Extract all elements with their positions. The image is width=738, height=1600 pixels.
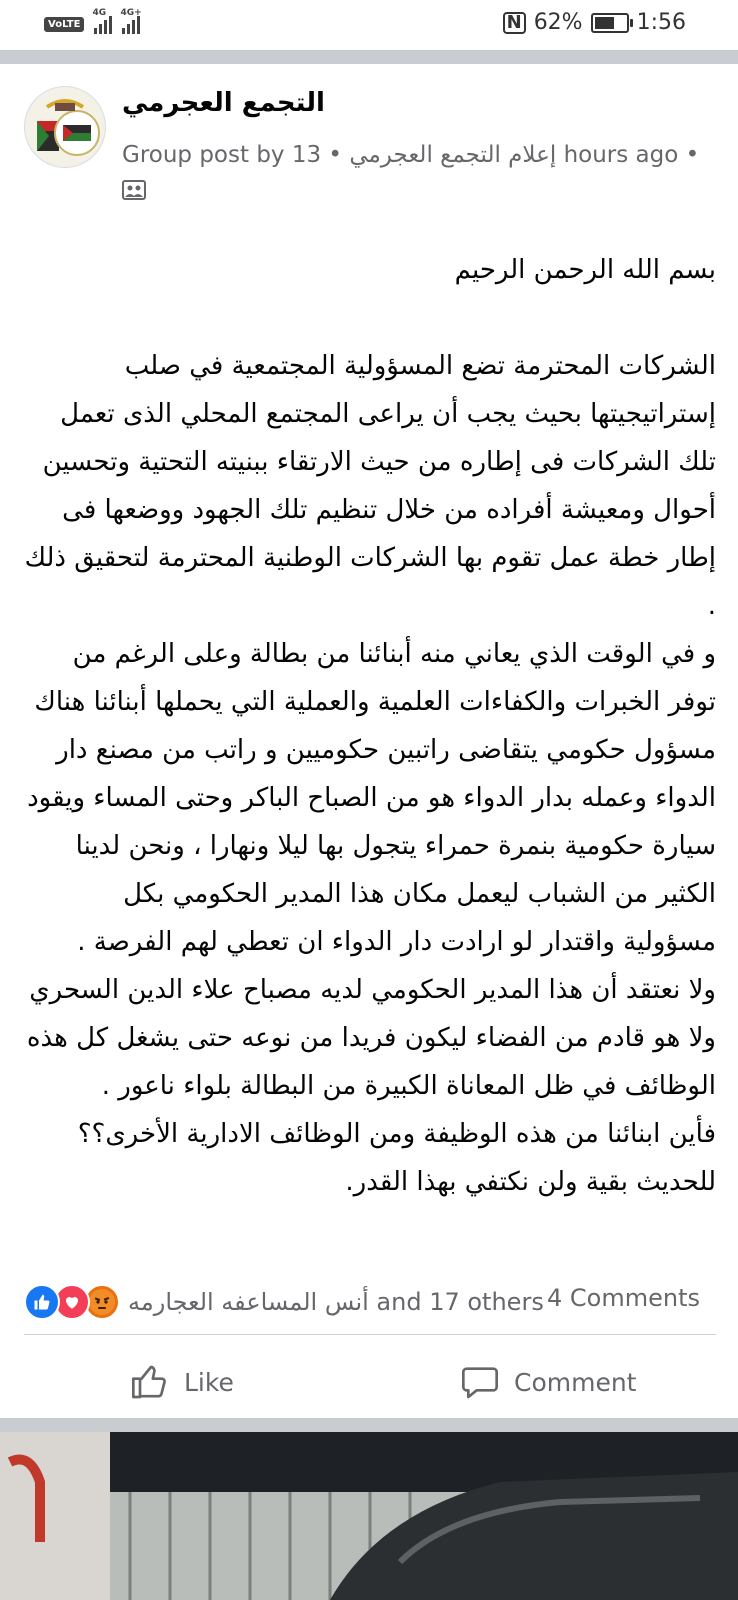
group-avatar[interactable] [24,86,106,168]
reactions-summary[interactable] [24,1282,544,1322]
thumbs-up-icon [130,1362,170,1402]
post-paragraph-3: ولا نعتقد أن هذا المدير الحكومي لديه مصباح علاء الدين السحري ولا هو قادم من الفضاء ليكون فريدا من نوعه حتى يشغل كل هذه الوظائف في ظل المعاناة الكبيرة من البطالة بلواء ناعور . [26,975,716,1101]
post-paragraph-5: للحديث بقية ولن نكتفي بهذا القدر. [345,1167,716,1197]
feed-divider-bottom [0,1418,738,1432]
post-greeting: بسم الله الرحمن الرحيم [454,255,716,285]
status-bar [0,0,738,50]
comment-label: Comment [514,1367,637,1397]
reaction-names[interactable]: أنس المساعفه العجارمه and 17 others [128,1288,544,1316]
post-meta: Group post by إعلام التجمع العجرمي • 13 hours ago • [122,142,700,168]
group-name[interactable]: التجمع العجرمي [122,88,325,118]
battery-percent: 62% [533,10,583,35]
group-privacy-icon [122,178,146,202]
like-label: Like [184,1367,234,1397]
clock: 1:56 [636,10,686,35]
signal-icon: 4G [94,14,112,34]
post-body [24,246,716,1206]
nfc-icon: N [503,12,526,34]
comment-icon [460,1362,500,1402]
volte-indicator: VoLTE [44,17,84,32]
battery-icon [591,13,629,33]
status-right [503,10,686,35]
group-logo-icon [25,87,105,167]
post-paragraph-1: الشركات المحترمة تضع المسؤولية المجتمعية في صلب إستراتيجيتها بحيث يجب أن يراعى المجتمع المحلي الذى تعمل تلك الشركات فى إطاره من حيث الارتقاء ببنيته التحتية وتحسين أحوال ومعيشة أفراده من خلال تنظيم تلك الجهود ووضعها فى إطار خطة عمل تقوم بها الشركات الوطنية المحترمة لتحقيق ذلك . [24,351,716,621]
signal-icon-2: 4G+ [122,14,140,34]
post-paragraph-2: و في الوقت الذي يعاني منه أبنائنا من بطالة وعلى الرغم من توفر الخبرات والكفاءات العلمية والعملية التي يحملها أبنائنا هناك مسؤول حكومي يتقاضى راتبين حكوميين و راتب من مصنع دار الدواء وعمله بدار الدواء هو من الصباح الباكر وحتى المساء ويقود سيارة حكومية بنمرة حمراء يتجول بها ليلا ونهارا ، ونحن لدينا الكثير من الشباب ليعمل مكان هذا المدير الحكومي بكل مسؤولية واقتدار لو ارادت دار الدواء ان تعطي لهم الفرصة . [27,639,716,957]
like-button[interactable] [130,1352,234,1412]
comments-count[interactable]: 4 Comments [547,1284,700,1312]
status-left [44,8,142,34]
comment-button[interactable] [460,1352,637,1412]
feed-divider [0,50,738,64]
like-icon [24,1284,60,1320]
next-post-photo[interactable] [0,1432,738,1600]
actions-divider [24,1334,716,1335]
post-paragraph-4: فأين ابنائنا من هذه الوظيفة ومن الوظائف الادارية الأخرى؟؟ [77,1119,716,1149]
photo-scene [0,1432,738,1600]
